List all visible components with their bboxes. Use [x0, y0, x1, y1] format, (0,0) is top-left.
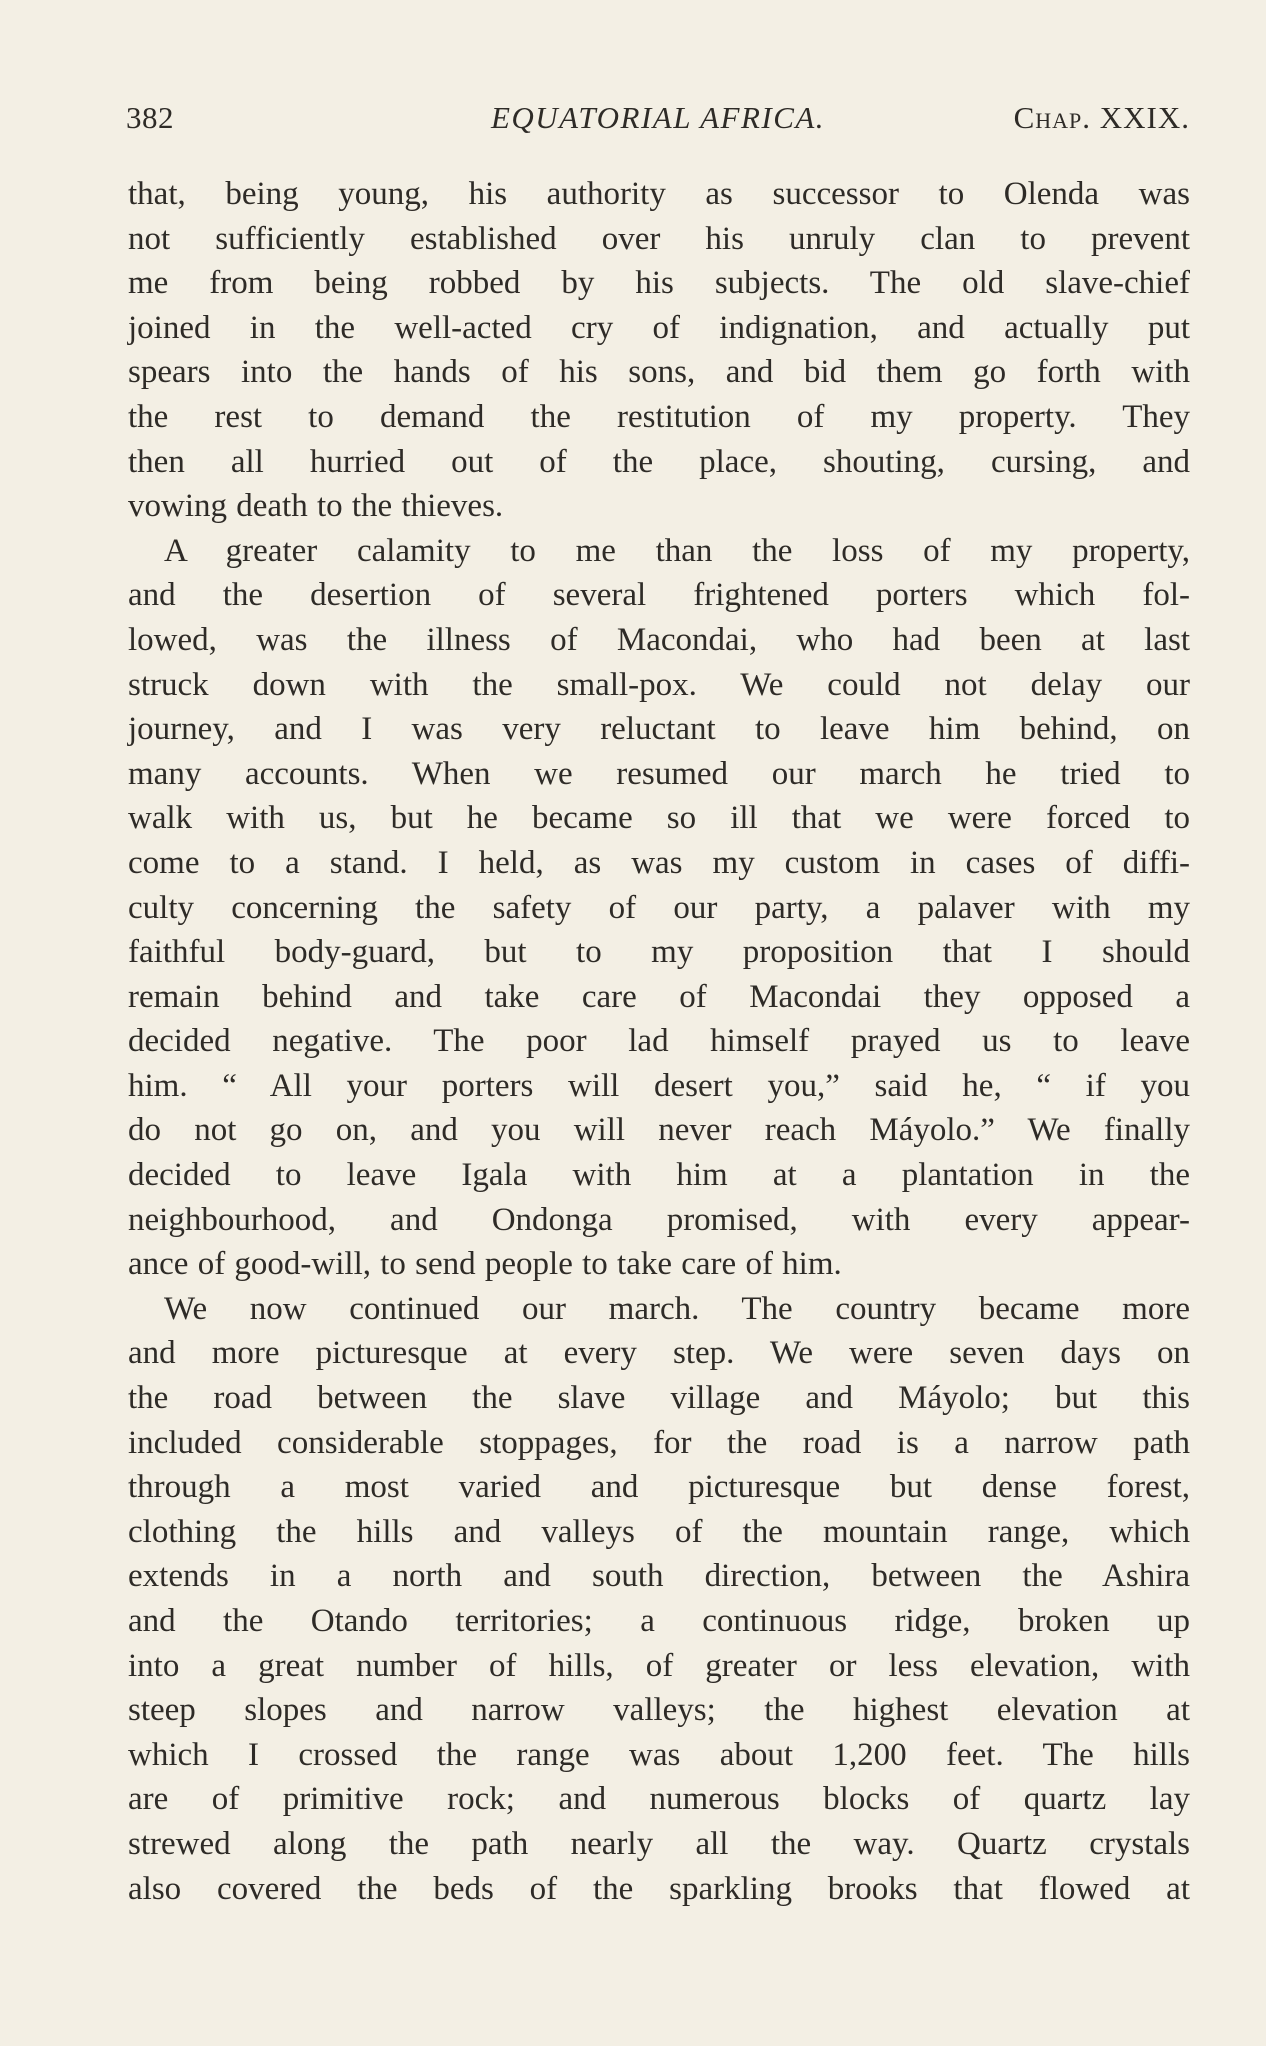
text-line: culty concerning the safety of our party, a palaver with my	[128, 889, 1190, 926]
text-line: included considerable stoppages, for the road is a narrow path	[128, 1424, 1190, 1461]
page-number: 382	[126, 100, 174, 135]
text-line: ance of good-will, to send people to take care of him.	[128, 1246, 842, 1283]
body-text	[128, 172, 1190, 1911]
text-line: decided negative. The poor lad himself prayed us to leave	[128, 1023, 1190, 1060]
text-line: remain behind and take care of Macondai they opposed a	[128, 978, 1190, 1015]
text-line: come to a stand. I held, as was my custom in cases of diffi-	[128, 844, 1190, 881]
text-line: which I crossed the range was about 1,200 feet. The hills	[128, 1736, 1190, 1773]
text-line: spears into the hands of his sons, and bid them go forth with	[128, 354, 1190, 391]
text-line: then all hurried out of the place, shouting, cursing, and	[128, 443, 1190, 480]
text-line: also covered the beds of the sparkling brooks that flowed at	[128, 1870, 1190, 1907]
text-line: clothing the hills and valleys of the mountain range, which	[128, 1513, 1190, 1550]
text-line: many accounts. When we resumed our march he tried to	[128, 755, 1190, 792]
text-line: the rest to demand the restitution of my property. They	[128, 398, 1190, 435]
text-line: not sufficiently established over his unruly clan to prevent	[128, 220, 1190, 257]
text-line: lowed, was the illness of Macondai, who had been at last	[128, 621, 1190, 658]
text-line: journey, and I was very reluctant to leave him behind, on	[128, 711, 1190, 748]
text-line: are of primitive rock; and numerous blocks of quartz lay	[128, 1781, 1190, 1818]
text-line: me from being robbed by his subjects. The old slave-chief	[128, 265, 1190, 302]
text-line: him. “ All your porters will desert you,” said he, “ if you	[128, 1067, 1190, 1104]
text-line: do not go on, and you will never reach Máyolo.” We finally	[128, 1112, 1190, 1149]
text-line: the road between the slave village and Máyolo; but this	[128, 1380, 1190, 1417]
text-line: steep slopes and narrow valleys; the highest elevation at	[128, 1692, 1190, 1729]
text-line: into a great number of hills, of greater or less elevation, with	[128, 1647, 1190, 1684]
text-line: decided to leave Igala with him at a plantation in the	[128, 1157, 1190, 1194]
text-line: strewed along the path nearly all the way. Quartz crystals	[128, 1825, 1190, 1862]
text-line: extends in a north and south direction, between the Ashira	[128, 1558, 1190, 1595]
text-line: A greater calamity to me than the loss of my property,	[164, 532, 1190, 569]
text-line: and more picturesque at every step. We were seven days on	[128, 1335, 1190, 1372]
text-line: We now continued our march. The country became more	[164, 1290, 1190, 1327]
text-line: through a most varied and picturesque but dense forest,	[128, 1469, 1190, 1506]
text-line: faithful body-guard, but to my proposition that I should	[128, 934, 1190, 971]
text-line: walk with us, but he became so ill that we were forced to	[128, 800, 1190, 837]
text-line: neighbourhood, and Ondonga promised, with every appear-	[128, 1201, 1190, 1238]
text-line: and the Otando territories; a continuous ridge, broken up	[128, 1603, 1190, 1639]
text-line: joined in the well-acted cry of indignation, and actually put	[128, 309, 1190, 346]
text-line: and the desertion of several frightened porters which fol-	[128, 577, 1190, 614]
chapter-label: Chap. XXIX.	[1013, 100, 1190, 135]
text-line: vowing death to the thieves.	[128, 488, 504, 525]
running-title: EQUATORIAL AFRICA.	[490, 100, 826, 135]
text-line: that, being young, his authority as successor to Olenda was	[128, 176, 1190, 212]
text-line: struck down with the small-pox. We could not delay our	[128, 666, 1190, 703]
page-header	[126, 100, 1190, 140]
